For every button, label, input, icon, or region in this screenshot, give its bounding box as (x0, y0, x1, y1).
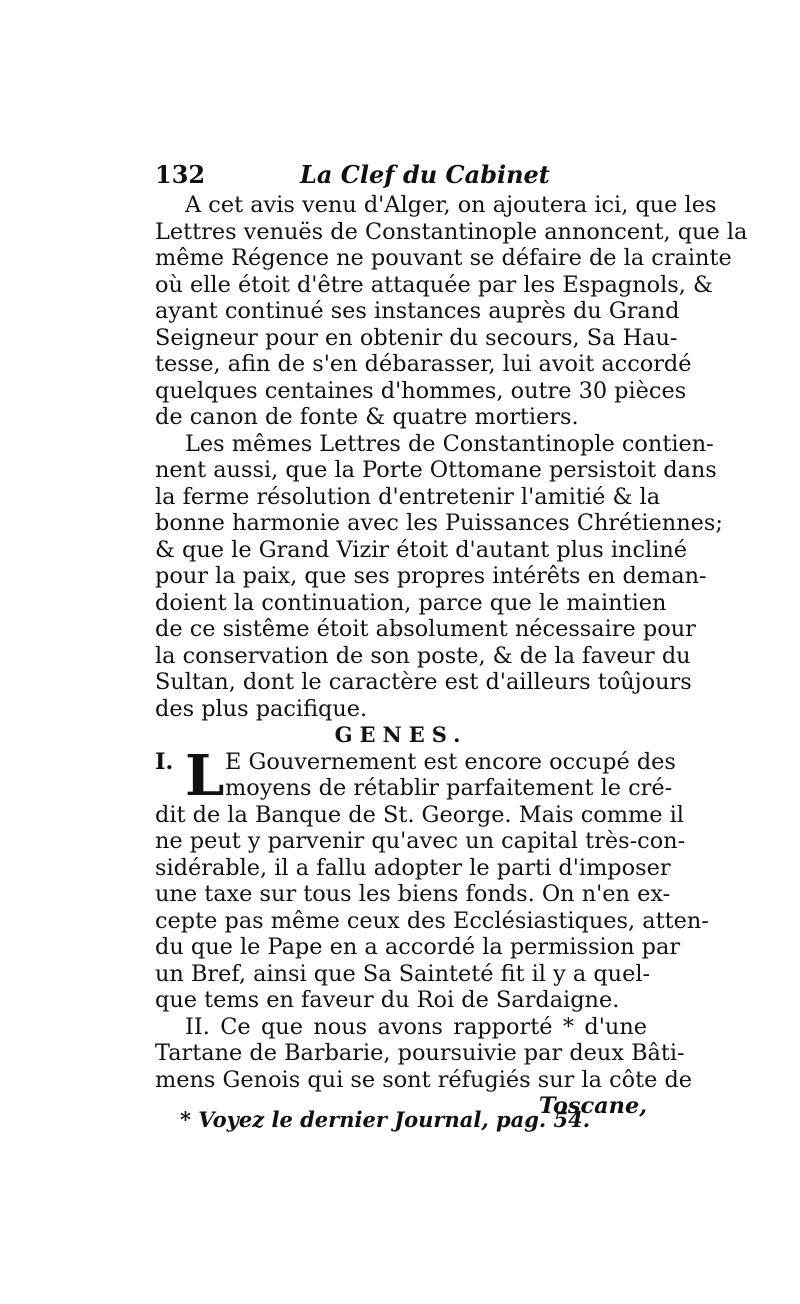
text-line: Tartane de Barbarie, poursuivie par deux Bâti- (155, 1040, 685, 1066)
section-heading: GENES. (334, 722, 468, 747)
text-line: A cet avis venu d'Alger, on ajoutera ici, que les (185, 192, 717, 218)
page-number: 132 (155, 160, 206, 189)
text-line: ayant continué ses instances auprès du Grand (155, 298, 680, 324)
text-line: Les mêmes Lettres de Constantinople contien- (185, 430, 714, 457)
drop-cap: L (185, 742, 225, 809)
text-line: nent aussi, que la Porte Ottomane persistoit dans (155, 457, 717, 483)
text-line: même Régence ne pouvant se défaire de la crainte (155, 245, 732, 271)
text-line: Sultan, dont le caractère est d'ailleurs toûjours (155, 669, 692, 695)
text-line: un Bref, ainsi que Sa Sainteté fit il y a quel- (155, 960, 651, 987)
text-line: & que le Grand Vizir étoit d'autant plus incliné (155, 536, 688, 563)
text-line: la ferme résolution d'entretenir l'amitié & la (155, 483, 661, 510)
catchword: Toscane, (538, 1093, 647, 1119)
text-line: du que le Pape en a accordé la permission par (155, 934, 681, 960)
text-line: pour la paix, que ses propres intérêts en deman- (155, 563, 707, 589)
text-line: une taxe sur tous les biens fonds. On n'en ex- (155, 881, 671, 907)
article-one-opening (155, 742, 676, 809)
footnote: * Voyez le dernier Journal, pag. 54. (180, 1107, 591, 1132)
text-line: de canon de fonte & quatre mortiers. (155, 404, 579, 430)
text-line: dit de la Banque de St. George. Mais comme il (155, 801, 684, 828)
text-line: tesse, afin de s'en débarasser, lui avoit accordé (155, 351, 692, 377)
text-line: que tems en faveur du Roi de Sardaigne. (155, 987, 620, 1013)
text-line: des plus pacifique. (155, 695, 368, 722)
text-line: II. Ce que nous avons rapporté * d'une (185, 1013, 647, 1040)
running-title: La Clef du Cabinet (300, 160, 550, 189)
text-line: moyens de rétablir parfaitement le cré- (225, 775, 673, 801)
text-line: mens Genois qui se sont réfugiés sur la côte de (155, 1066, 693, 1093)
text-line: sidérable, il a fallu adopter le parti d'imposer (155, 854, 671, 881)
text-line: ne peut y parvenir qu'avec un capital très-con- (155, 828, 686, 854)
text-line: la conservation de son poste, & de la faveur du (155, 642, 691, 669)
text-line: doient la continuation, parce que le maintien (155, 589, 667, 616)
page-header (155, 160, 645, 192)
article-one (155, 742, 709, 1014)
text-line: bonne harmonie avec les Puissances Chrétiennes; (155, 510, 723, 536)
text-line: Seigneur pour en obtenir du secours, Sa Hau- (155, 324, 678, 351)
text-line: quelques centaines d'hommes, outre 30 pièces (155, 377, 687, 404)
text-line: cepte pas même ceux des Ecclésiastiques, atten- (155, 907, 709, 934)
body-text (155, 192, 748, 1120)
article-numeral: I. (155, 748, 174, 775)
paragraph-algiers (155, 192, 748, 431)
text-line: Lettres venuës de Constantinople annoncent, que la (155, 218, 748, 245)
text-line: E Gouvernement est encore occupé des (225, 748, 676, 775)
article-two (155, 1013, 693, 1094)
paragraph-constantinople (155, 430, 723, 723)
text-line: de ce sistême étoit absolument nécessaire pour (155, 616, 696, 642)
text-line: où elle étoit d'être attaquée par les Espagnols, & (155, 271, 713, 298)
